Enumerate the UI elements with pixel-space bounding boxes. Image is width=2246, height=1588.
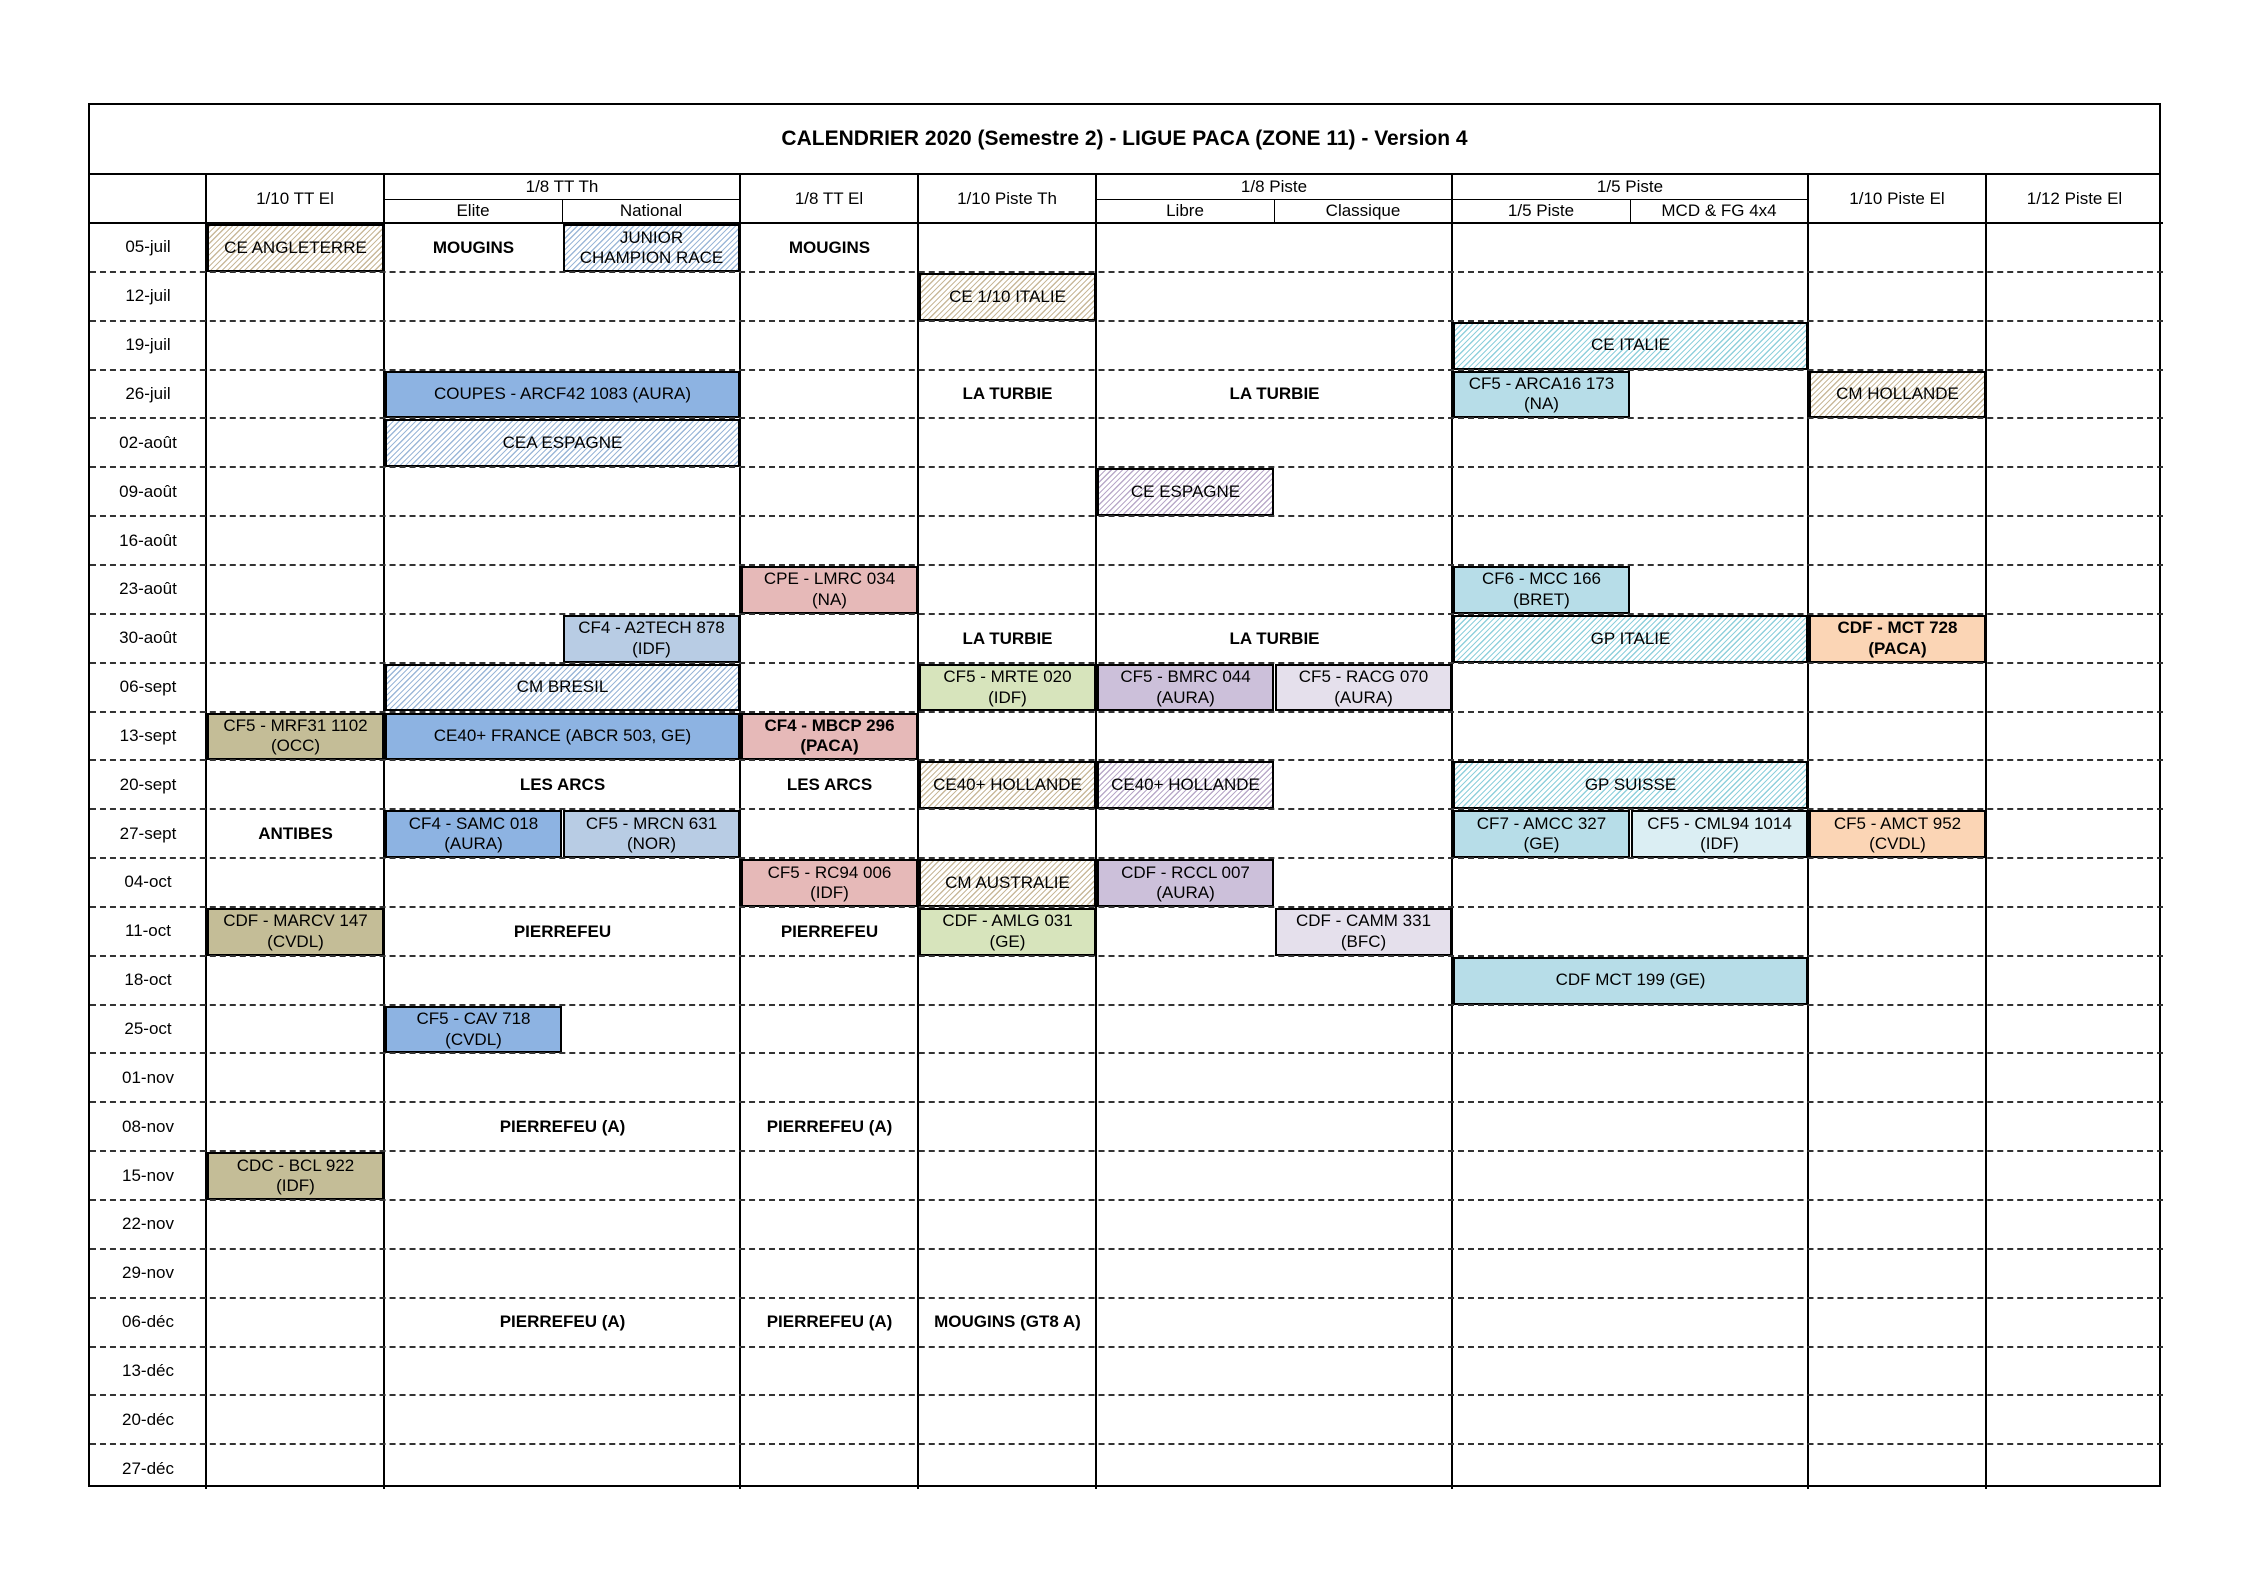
grid-line [90,271,2163,273]
event-cell: CF5 - MRCN 631 (NOR) [563,810,740,858]
grid-line [90,955,2163,957]
event-cell: CDF - CAMM 331 (BFC) [1275,908,1452,956]
event-cell: CF4 - SAMC 018 (AURA) [385,810,562,858]
event-cell: CM AUSTRALIE [919,859,1096,907]
grid-line [90,369,2163,371]
grid-line [90,1101,2163,1103]
header-110-piste-el: 1/10 Piste El [1849,189,1945,208]
event-cell: CF5 - ARCA16 173 (NA) [1453,371,1630,419]
date-label: 20-sept [119,774,177,794]
event-cell: CF4 - MBCP 296 (PACA) [741,713,918,761]
event-cell: CF7 - AMCC 327 (GE) [1453,810,1630,858]
grid-line [917,175,919,1489]
event-cell: CDF - RCCL 007 (AURA) [1097,859,1274,907]
grid-line [90,1004,2163,1006]
date-label: 06-déc [122,1312,174,1332]
grid-line [1451,175,1453,1489]
date-label: 13-déc [122,1360,174,1380]
grid-line [90,1199,2163,1201]
event-cell: MOUGINS (GT8 A) [934,1312,1081,1332]
event-cell: LA TURBIE [962,628,1053,648]
date-label: 30-août [119,628,177,648]
date-label: 26-juil [125,383,171,403]
event-cell: CM BRESIL [385,664,740,712]
date-label: 04-oct [124,872,172,892]
date-label: 22-nov [122,1214,174,1234]
grid-line [90,759,2163,761]
header-national: National [619,201,683,220]
grid-line [90,711,2163,713]
event-cell: PIERREFEU [513,921,612,941]
header-18-piste: 1/8 Piste [1240,177,1308,196]
header-18-tt-el: 1/8 TT El [794,189,864,208]
grid-line [90,1346,2163,1348]
header-elite: Elite [456,201,490,220]
header-mcd-fg-4x4: MCD & FG 4x4 [1661,201,1777,220]
grid-line [90,564,2163,566]
event-cell: CF5 - AMCT 952 (CVDL) [1809,810,1986,858]
event-cell: LA TURBIE [1229,384,1320,404]
event-cell: CDF - MARCV 147 (CVDL) [207,908,384,956]
event-cell: CF5 - MRF31 1102 (OCC) [207,713,384,761]
grid-line [1807,175,1809,1489]
event-cell: CF5 - RACG 070 (AURA) [1275,664,1452,712]
event-cell: GP SUISSE [1453,761,1808,809]
event-cell: CE ANGLETERRE [207,224,384,272]
event-cell: CF4 - A2TECH 878 (IDF) [563,615,740,663]
header-15-piste-group: 1/5 Piste [1596,177,1664,196]
date-label: 23-août [119,579,177,599]
event-cell: CDF - MCT 728 (PACA) [1809,615,1986,663]
grid-line [739,175,741,1489]
calendar-title: CALENDRIER 2020 (Semestre 2) - LIGUE PACA (ZONE 11) - Version 4 [90,105,2159,175]
event-cell: CF5 - CAV 718 (CVDL) [385,1006,562,1054]
event-cell: GP ITALIE [1453,615,1808,663]
date-label: 06-sept [119,677,177,697]
calendar-sheet [88,103,2161,1487]
event-cell: JUNIOR CHAMPION RACE [563,224,740,272]
date-label: 18-oct [124,970,172,990]
event-cell: MOUGINS [432,237,515,257]
header-15-piste: 1/5 Piste [1507,201,1575,220]
event-cell: CF5 - RC94 006 (IDF) [741,859,918,907]
date-label: 05-juil [125,237,171,257]
event-cell: CDC - BCL 922 (IDF) [207,1152,384,1200]
grid-line [90,222,2163,224]
header-18-tt-th: 1/8 TT Th [525,177,599,196]
event-cell: CF5 - BMRC 044 (AURA) [1097,664,1274,712]
date-label: 15-nov [122,1165,174,1185]
date-label: 20-déc [122,1409,174,1429]
event-cell: CE40+ HOLLANDE [1097,761,1274,809]
event-cell: LES ARCS [786,775,873,795]
date-label: 08-nov [122,1116,174,1136]
grid-line [90,1150,2163,1152]
grid-line [1630,199,1631,223]
event-cell: CM HOLLANDE [1809,371,1986,419]
grid-line [1985,175,1987,1489]
date-label: 13-sept [119,725,177,745]
grid-line [90,1297,2163,1299]
header-classique: Classique [1325,201,1401,220]
date-label: 02-août [119,432,177,452]
date-label: 25-oct [124,1019,172,1039]
event-cell: COUPES - ARCF42 1083 (AURA) [385,371,740,419]
header-112-piste-el: 1/12 Piste El [2026,189,2123,208]
event-cell: CE40+ FRANCE (ABCR 503, GE) [385,713,740,761]
grid-line [90,466,2163,468]
event-cell: CE 1/10 ITALIE [919,273,1096,321]
grid-line [90,808,2163,810]
date-label: 12-juil [125,286,171,306]
grid-line [90,1248,2163,1250]
event-cell: CF5 - CML94 1014 (IDF) [1631,810,1808,858]
event-cell: PIERREFEU (A) [766,1312,893,1332]
header-110-tt-el: 1/10 TT El [256,189,334,208]
grid-line [90,1052,2163,1054]
event-cell: MOUGINS [788,237,871,257]
grid-line [90,417,2163,419]
event-cell: ANTIBES [258,823,333,843]
grid-line [90,662,2163,664]
date-label: 27-déc [122,1458,174,1478]
grid-line [1095,175,1097,1489]
date-label: 01-nov [122,1067,174,1087]
event-cell: CEA ESPAGNE [385,419,740,467]
grid-line [562,199,563,223]
grid-line [205,175,207,1489]
grid-line [90,1443,2163,1445]
date-label: 19-juil [125,335,171,355]
event-cell: CE ESPAGNE [1097,468,1274,516]
date-label: 29-nov [122,1263,174,1283]
header-libre: Libre [1166,201,1204,220]
grid-line [90,613,2163,615]
calendar-table [88,103,2161,1487]
date-label: 27-sept [119,823,177,843]
header-110-piste-th: 1/10 Piste Th [957,189,1057,208]
event-cell: LA TURBIE [1229,628,1320,648]
event-cell: PIERREFEU (A) [499,1312,626,1332]
event-cell: CPE - LMRC 034 (NA) [741,566,918,614]
event-cell: LA TURBIE [962,384,1053,404]
event-cell: PIERREFEU (A) [499,1117,626,1137]
event-cell: CDF - AMLG 031 (GE) [919,908,1096,956]
date-label: 11-oct [125,921,171,941]
grid-line [383,175,385,1489]
date-label: 16-août [119,530,177,550]
grid-line [90,1394,2163,1396]
event-cell: CE ITALIE [1453,322,1808,370]
grid-line [90,515,2163,517]
grid-line [90,857,2163,859]
date-label: 09-août [119,481,177,501]
grid-line [90,320,2163,322]
event-cell: PIERREFEU (A) [766,1117,893,1137]
event-cell: CF6 - MCC 166 (BRET) [1453,566,1630,614]
grid-line [1274,199,1275,223]
event-cell: CF5 - MRTE 020 (IDF) [919,664,1096,712]
event-cell: LES ARCS [519,775,606,795]
event-cell: CE40+ HOLLANDE [919,761,1096,809]
event-cell: CDF MCT 199 (GE) [1453,957,1808,1005]
event-cell: PIERREFEU [780,921,879,941]
grid-line [90,906,2163,908]
